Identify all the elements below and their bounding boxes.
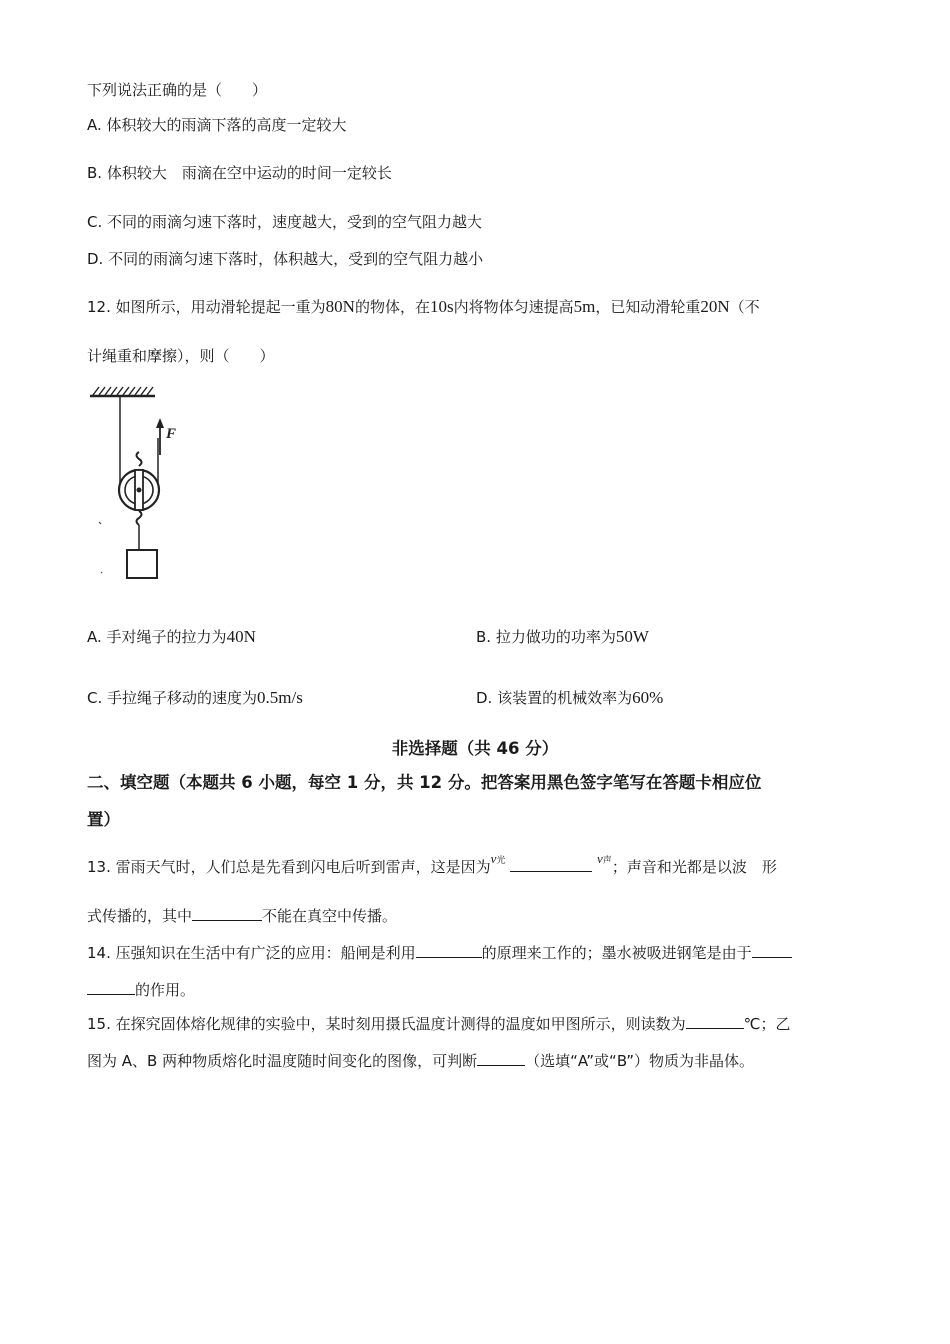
q12-option-b bbox=[476, 627, 649, 647]
option-text: 该装置的机械效率为 bbox=[497, 689, 633, 707]
q12-stem-line2: 计绳重和摩擦），则（ ） bbox=[87, 347, 275, 365]
option-letter: D. bbox=[87, 250, 104, 268]
option-letter: A. bbox=[87, 116, 102, 134]
q12-weight: 80N bbox=[325, 297, 355, 316]
q15-text-4: （选填“A”或“B”）物质为非晶体。 bbox=[525, 1052, 755, 1070]
option-letter: B. bbox=[87, 164, 103, 182]
q14-stem-line2 bbox=[87, 980, 195, 1000]
pulley-axle bbox=[137, 488, 142, 493]
q12-option-d bbox=[476, 688, 663, 708]
q12-text-2: 的物体，在 bbox=[354, 298, 430, 316]
option-text: 手对绳子的拉力为 bbox=[106, 628, 227, 646]
v-subscript-sound: 声 bbox=[602, 855, 612, 865]
v-sound-symbol bbox=[597, 851, 612, 866]
option-text: 不同的雨滴匀速下落时，速度越大，受到的空气阻力越大 bbox=[107, 213, 483, 231]
q14-stem bbox=[87, 943, 792, 963]
load-box bbox=[127, 550, 157, 578]
q15-stem bbox=[87, 1014, 791, 1034]
q12-pulley-weight: 20N bbox=[700, 297, 730, 316]
option-text: 拉力做功的功率为 bbox=[495, 628, 616, 646]
top-hook bbox=[137, 452, 142, 466]
option-text: 体积较大的雨滴下落的高度一定较大 bbox=[106, 116, 347, 134]
q11-option-c bbox=[87, 212, 482, 232]
pulley-diagram bbox=[87, 380, 197, 585]
question-number: 12. bbox=[87, 298, 111, 316]
section-heading-line2: 置） bbox=[87, 810, 120, 829]
option-letter: A. bbox=[87, 628, 102, 646]
question-number: 13. bbox=[87, 858, 111, 876]
q12-stem bbox=[87, 297, 760, 317]
v-letter: v bbox=[490, 851, 497, 866]
option-value: 60% bbox=[632, 688, 664, 707]
option-text: 体积较大 雨滴在空中运动的时间一定较长 bbox=[106, 164, 392, 182]
option-letter: D. bbox=[476, 689, 493, 707]
answer-blank[interactable] bbox=[477, 1051, 525, 1066]
q12-option-c bbox=[87, 688, 303, 708]
answer-blank[interactable] bbox=[752, 943, 792, 958]
answer-blank[interactable] bbox=[87, 980, 135, 995]
q12-option-a bbox=[87, 627, 256, 647]
q13-text-1: 雷雨天气时，人们总是先看到闪电后听到雷声，这是因为 bbox=[115, 858, 491, 876]
option-letter: C. bbox=[87, 213, 103, 231]
force-arrow-head bbox=[156, 418, 164, 428]
q14-text-2: 的原理来工作的；墨水被吸进钢笔是由于 bbox=[481, 944, 752, 962]
q12-height: 5m bbox=[573, 297, 596, 316]
q14-text-3: 的作用。 bbox=[135, 981, 196, 999]
v-light-symbol bbox=[491, 851, 506, 866]
q12-text-3: 内将物体匀速提高 bbox=[453, 298, 574, 316]
answer-blank[interactable] bbox=[192, 906, 262, 921]
answer-blank[interactable] bbox=[686, 1014, 744, 1029]
q11-stem: 下列说法正确的是（ ） bbox=[87, 81, 268, 99]
q12-text-5: （不 bbox=[729, 298, 760, 316]
option-value: 50W bbox=[615, 627, 649, 646]
option-text: 手拉绳子移动的速度为 bbox=[107, 689, 258, 707]
force-label: F bbox=[166, 426, 177, 442]
q12-text-1: 如图所示，用动滑轮提起一重为 bbox=[115, 298, 326, 316]
q15-text-2: ℃；乙 bbox=[743, 1015, 791, 1033]
question-number: 15. bbox=[87, 1015, 111, 1033]
question-number: 14. bbox=[87, 944, 111, 962]
mark-dot bbox=[101, 572, 102, 573]
q13-text-4: 不能在真空中传播。 bbox=[262, 907, 398, 925]
bottom-hook bbox=[137, 511, 142, 525]
q13-text-3: 式传播的，其中 bbox=[87, 907, 193, 925]
v-subscript-light: 光 bbox=[496, 855, 506, 865]
q13-stem-line2 bbox=[87, 906, 397, 926]
q11-option-b bbox=[87, 163, 392, 183]
option-letter: B. bbox=[476, 628, 492, 646]
q11-option-d bbox=[87, 249, 483, 269]
mark-dot bbox=[99, 522, 101, 524]
option-value: 0.5m/s bbox=[257, 688, 303, 707]
q12-text-4: ，已知动滑轮重 bbox=[595, 298, 701, 316]
option-letter: C. bbox=[87, 689, 103, 707]
section-title: 非选择题（共 46 分） bbox=[391, 739, 559, 758]
q15-text-1: 在探究固体熔化规律的实验中，某时刻用摄氏温度计测得的温度如甲图所示，则读数为 bbox=[115, 1015, 686, 1033]
q12-time: 10s bbox=[429, 297, 454, 316]
q11-option-a bbox=[87, 115, 347, 135]
q15-text-3: 图为 A、B 两种物质熔化时温度随时间变化的图像，可判断 bbox=[87, 1052, 478, 1070]
q13-text-2: ；声音和光都是以波 形 bbox=[611, 858, 777, 876]
q13-stem bbox=[87, 851, 777, 879]
ceiling-hatching bbox=[93, 387, 153, 395]
option-text: 不同的雨滴匀速下落时，体积越大，受到的空气阻力越小 bbox=[108, 250, 484, 268]
section-heading: 二、填空题（本题共 6 小题，每空 1 分，共 12 分。把答案用黑色签字笔写在答题卡相应位 bbox=[87, 773, 762, 792]
option-value: 40N bbox=[226, 627, 256, 646]
v-letter: v bbox=[597, 851, 603, 866]
answer-blank[interactable] bbox=[416, 943, 482, 958]
q15-stem-line2 bbox=[87, 1051, 754, 1071]
answer-blank[interactable] bbox=[510, 857, 592, 872]
q14-text-1: 压强知识在生活中有广泛的应用：船闸是利用 bbox=[115, 944, 416, 962]
